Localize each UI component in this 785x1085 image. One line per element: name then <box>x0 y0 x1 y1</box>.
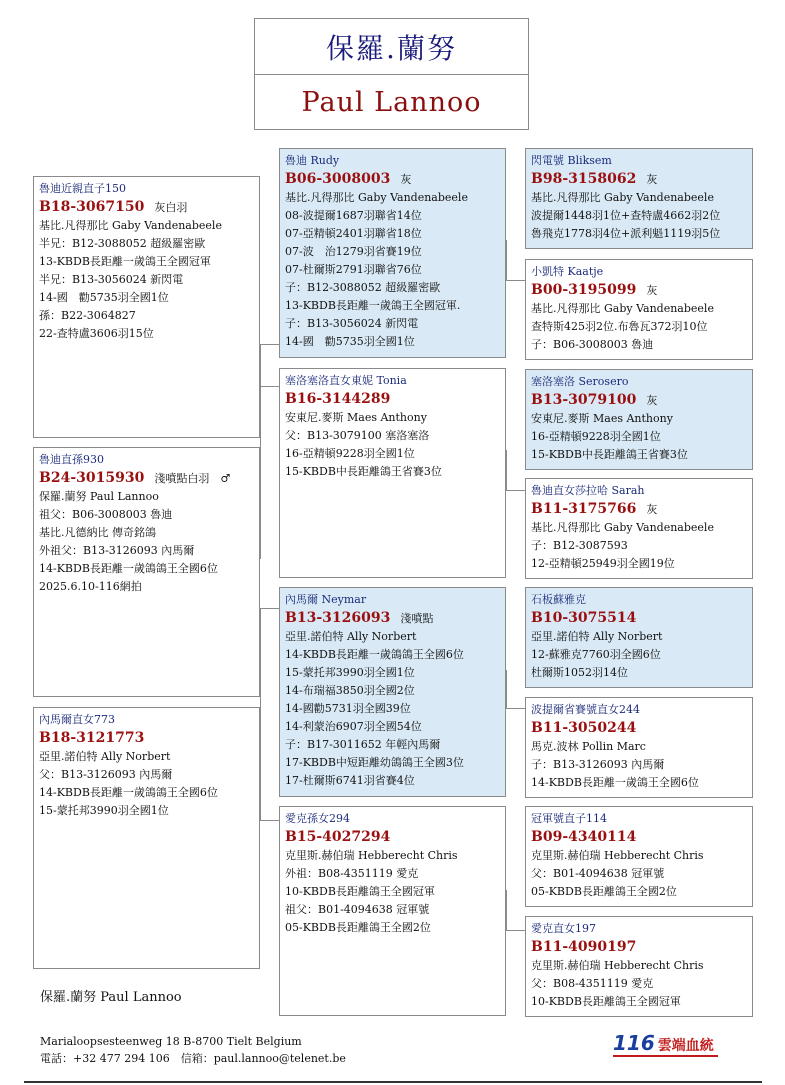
pedigree-box-dam-sire <box>279 587 506 797</box>
contact-block <box>40 1033 346 1067</box>
ring-number: B98-3158062 <box>531 171 637 187</box>
connector-line <box>506 930 525 931</box>
pedigree-detail-line: 13-KBDB長距離一歲鴿王全國冠軍 <box>39 255 211 268</box>
connector-line <box>506 490 525 491</box>
feather-color: 灰 <box>400 173 412 186</box>
pigeon-name: 內馬爾 Neymar <box>285 593 367 606</box>
feather-color: 淺噴點 <box>400 612 434 625</box>
pedigree-detail-line: 祖父：B01-4094638 冠軍號 <box>285 903 430 916</box>
pedigree-detail-line: 父：B13-3079100 塞洛塞洛 <box>285 429 430 442</box>
pedigree-detail-line: 保羅.蘭努 Paul Lannoo <box>39 490 159 503</box>
pedigree-detail-line: 子：B13-3126093 內馬爾 <box>531 758 665 771</box>
ring-number: B15-4027294 <box>285 829 391 845</box>
ring-number-row <box>531 391 747 410</box>
feather-color: 灰 <box>646 284 658 297</box>
ring-number-row <box>531 500 747 519</box>
pedigree-box-dam-dam-dam <box>525 916 753 1017</box>
pigeon-name: 魯迪 Rudy <box>285 154 340 167</box>
pedigree-box-sire-dam <box>279 368 506 578</box>
pedigree-detail-line: 安東尼.麥斯 Maes Anthony <box>285 411 427 424</box>
pedigree-detail-line: 13-KBDB長距離一歲鴿王全國冠軍. <box>285 299 461 312</box>
pedigree-detail-line: 14-國 勸5735羽全國1位 <box>285 335 415 348</box>
ring-number-row <box>39 198 254 217</box>
feather-color: 淺噴點白羽 ♂ <box>154 472 231 485</box>
ring-number: B18-3121773 <box>39 730 145 746</box>
pedigree-detail-line: 馬克.波林 Pollin Marc <box>531 740 646 753</box>
pedigree-box-dam-dam <box>279 806 506 1016</box>
ring-number: B24-3015930 <box>39 470 145 486</box>
pedigree-box-dam <box>33 707 260 969</box>
ring-number-row <box>531 828 747 847</box>
ring-number: B13-3126093 <box>285 610 391 626</box>
pedigree-detail-line: 杜爾斯1052羽14位 <box>531 666 628 679</box>
pedigree-detail-line: 波提爾1448羽1位+查特盧4662羽2位 <box>531 209 721 222</box>
pedigree-detail-line: 14-KBDB長距離一歲鴿鴿王全國6位 <box>39 786 218 799</box>
pedigree-box-dam-sire-dam <box>525 697 753 798</box>
ring-number-row <box>531 938 747 957</box>
brand-logo <box>613 1031 714 1055</box>
pedigree-detail-line: 12-亞精頓25949羽全國19位 <box>531 557 675 570</box>
pedigree-detail-line: 子：B12-3087593 <box>531 539 628 552</box>
pedigree-detail-line: 05-KBDB長距離鴿王全國2位 <box>531 885 677 898</box>
pedigree-detail-line: 子：B17-3011652 年輕內馬爾 <box>285 738 441 751</box>
ring-number: B09-4340114 <box>531 829 637 845</box>
ring-number: B11-3175766 <box>531 501 637 517</box>
pedigree-box-sire <box>33 447 260 697</box>
pedigree-detail-line: 亞里.諾伯特 Ally Norbert <box>285 630 417 643</box>
pedigree-detail-line: 15-蒙托邦3990羽全國1位 <box>285 666 415 679</box>
pigeon-name: 愛克直女197 <box>531 922 596 935</box>
pigeon-name: 小凱特 Kaatje <box>531 265 604 278</box>
pedigree-detail-line: 15-KBDB中長距離鴿王省賽3位 <box>285 465 442 478</box>
pigeon-name: 魯迪近親直子150 <box>39 182 126 195</box>
pigeon-name: 內馬爾直女773 <box>39 713 115 726</box>
pigeon-name: 波提爾省賽號直女244 <box>531 703 640 716</box>
pedigree-detail-line: 12-蘇雅克7760羽全國6位 <box>531 648 661 661</box>
pedigree-detail-line: 14-布瑞福3850羽全國2位 <box>285 684 415 697</box>
pedigree-detail-line: 14-利蒙治6907羽全國54位 <box>285 720 422 733</box>
pedigree-detail-line: 15-KBDB中長距離鴿王省賽3位 <box>531 448 688 461</box>
logo-underline <box>613 1055 718 1057</box>
footer-divider <box>24 1081 762 1083</box>
connector-line <box>506 280 525 281</box>
pigeon-name: 石板蘇雅克 <box>531 593 586 606</box>
connector-line <box>506 450 507 490</box>
pigeon-name: 冠軍號直子114 <box>531 812 607 825</box>
ring-number-row <box>531 719 747 738</box>
pedigree-detail-line: 基比.凡得那比 Gaby Vandenabeele <box>39 219 222 232</box>
ring-number: B11-3050244 <box>531 720 637 736</box>
owner-signature: 保羅.蘭努 Paul Lannoo <box>40 990 182 1005</box>
pedigree-detail-line: 17-KBDB中短距離幼鴿鴿王全國3位 <box>285 756 464 769</box>
pigeon-name: 魯迪直女莎拉哈 Sarah <box>531 484 645 497</box>
ring-number: B16-3144289 <box>285 391 391 407</box>
ring-number-row <box>285 170 500 189</box>
connector-line <box>260 820 279 821</box>
pedigree-detail-line: 14-KBDB長距離一歲鴿鴿王全國6位 <box>39 562 218 575</box>
ring-number: B18-3067150 <box>39 199 145 215</box>
pedigree-box-dam-dam-sire <box>525 806 753 907</box>
pedigree-box-sire-sire-dam <box>525 259 753 360</box>
feather-color: 灰 <box>646 503 658 516</box>
pedigree-detail-line: 基比.凡得那比 Gaby Vandenabeele <box>531 521 714 534</box>
pedigree-detail-line: 基比.凡德納比 傳奇銘鴿 <box>39 526 156 539</box>
pedigree-box-sire-dam-sire <box>525 369 753 470</box>
pigeon-name: 塞洛塞洛 Serosero <box>531 375 629 388</box>
connector-line <box>260 386 279 387</box>
pedigree-detail-line: 半兄：B12-3088052 超級羅密歐 <box>39 237 206 250</box>
pedigree-detail-line: 14-KBDB長距離一歲鴿王全國6位 <box>531 776 699 789</box>
pedigree-detail-line: 08-波提爾1687羽聯省14位 <box>285 209 422 222</box>
ring-number-row <box>285 390 500 409</box>
pedigree-detail-line: 05-KBDB長距離鴿王全國2位 <box>285 921 431 934</box>
ring-number: B00-3195099 <box>531 282 637 298</box>
pedigree-detail-line: 查特斯425羽2位.布魯瓦372羽10位 <box>531 320 708 333</box>
connector-line <box>506 240 507 280</box>
pedigree-detail-line: 22-查特盧3606羽15位 <box>39 327 154 340</box>
ring-number: B06-3008003 <box>285 171 391 187</box>
pedigree-detail-line: 安東尼.麥斯 Maes Anthony <box>531 412 673 425</box>
connector-line <box>260 344 279 345</box>
pedigree-detail-line: 克里斯.赫伯瑞 Hebberecht Chris <box>531 849 704 862</box>
pedigree-box-sire-sire <box>279 148 506 358</box>
pedigree-detail-line: 14-KBDB長距離一歲鴿鴿王全國6位 <box>285 648 464 661</box>
logo-number: 116 <box>613 1031 655 1055</box>
pedigree-detail-line: 14-國 勸5735羽全國1位 <box>39 291 169 304</box>
pedigree-detail-line: 07-杜爾斯2791羽聯省76位 <box>285 263 422 276</box>
owner-name-english: Paul Lannoo <box>301 87 482 118</box>
ring-number-row <box>531 281 747 300</box>
pedigree-detail-line: 2025.6.10-116網拍 <box>39 580 142 593</box>
connector-line <box>260 608 261 820</box>
pedigree-detail-line: 克里斯.赫伯瑞 Hebberecht Chris <box>531 959 704 972</box>
pigeon-name: 愛克孫女294 <box>285 812 350 825</box>
pedigree-detail-line: 07-亞精頓2401羽聯省18位 <box>285 227 422 240</box>
ring-number-row <box>531 170 747 189</box>
ring-number: B10-3075514 <box>531 610 637 626</box>
pedigree-detail-line: 父：B08-4351119 愛克 <box>531 977 654 990</box>
ring-number-row <box>39 729 254 748</box>
pedigree-detail-line: 亞里.諾伯特 Ally Norbert <box>531 630 663 643</box>
feather-color: 灰白羽 <box>154 201 188 214</box>
pedigree-detail-line: 外祖父：B13-3126093 內馬爾 <box>39 544 195 557</box>
pedigree-box-subject <box>33 176 260 438</box>
pedigree-detail-line: 子：B12-3088052 超級羅密歐 <box>285 281 441 294</box>
pedigree-detail-line: 14-國勸5731羽全國39位 <box>285 702 411 715</box>
pedigree-detail-line: 父：B01-4094638 冠軍號 <box>531 867 665 880</box>
owner-name-chinese: 保羅.蘭努 <box>255 19 528 75</box>
connector-line <box>506 670 507 708</box>
feather-color: 灰 <box>646 173 658 186</box>
pedigree-detail-line: 子：B13-3056024 新閃電 <box>285 317 419 330</box>
pigeon-name: 魯迪直孫930 <box>39 453 104 466</box>
pedigree-detail-line: 父：B13-3126093 內馬爾 <box>39 768 173 781</box>
pedigree-box-sire-dam-dam <box>525 478 753 579</box>
pedigree-detail-line: 外祖：B08-4351119 愛克 <box>285 867 419 880</box>
pedigree-detail-line: 基比.凡得那比 Gaby Vandenabeele <box>531 302 714 315</box>
pedigree-detail-line: 15-蒙托邦3990羽全國1位 <box>39 804 169 817</box>
pedigree-detail-line: 基比.凡得那比 Gaby Vandenabeele <box>285 191 468 204</box>
ring-number-row <box>39 469 254 488</box>
ring-number-row <box>285 609 500 628</box>
pedigree-detail-line: 10-KBDB長距離鴿王全國冠軍 <box>531 995 681 1008</box>
connector-line <box>506 890 507 930</box>
pedigree-detail-line: 子：B06-3008003 魯迪 <box>531 338 654 351</box>
logo-text: 雲端血統 <box>657 1038 714 1054</box>
pedigree-detail-line: 17-杜爾斯6741羽省賽4位 <box>285 774 415 787</box>
pigeon-name: 閃電號 Bliksem <box>531 154 612 167</box>
ring-number: B11-4090197 <box>531 939 637 955</box>
pedigree-box-sire-sire-sire <box>525 148 753 249</box>
address-line: Marialoopsesteenweg 18 B-8700 Tielt Belgium <box>40 1035 302 1048</box>
pedigree-detail-line: 魯飛克1778羽4位+派利魁1119羽5位 <box>531 227 721 240</box>
pedigree-box-dam-sire-sire <box>525 587 753 688</box>
pedigree-detail-line: 孫：B22-3064827 <box>39 309 136 322</box>
pigeon-name: 塞洛塞洛直女東妮 Tonia <box>285 374 407 387</box>
pedigree-detail-line: 16-亞精頓9228羽全國1位 <box>285 447 415 460</box>
contact-line: 電話：+32 477 294 106 信箱：paul.lannoo@telenet.be <box>40 1052 346 1065</box>
pedigree-detail-line: 基比.凡得那比 Gaby Vandenabeele <box>531 191 714 204</box>
pedigree-detail-line: 半兄：B13-3056024 新閃電 <box>39 273 184 286</box>
ring-number-row <box>531 609 747 628</box>
pedigree-detail-line: 亞里.諾伯特 Ally Norbert <box>39 750 171 763</box>
ring-number: B13-3079100 <box>531 392 637 408</box>
title-box <box>254 18 529 130</box>
feather-color: 灰 <box>646 394 658 407</box>
connector-line <box>506 708 525 709</box>
pedigree-detail-line: 07-波 治1279羽省賽19位 <box>285 245 422 258</box>
pedigree-detail-line: 克里斯.赫伯瑞 Hebberecht Chris <box>285 849 458 862</box>
connector-line <box>260 608 279 609</box>
pedigree-detail-line: 10-KBDB長距離鴿王全國冠軍 <box>285 885 435 898</box>
connector-line <box>260 344 261 559</box>
pedigree-detail-line: 祖父：B06-3008003 魯迪 <box>39 508 173 521</box>
ring-number-row <box>285 828 500 847</box>
pedigree-detail-line: 16-亞精頓9228羽全國1位 <box>531 430 661 443</box>
